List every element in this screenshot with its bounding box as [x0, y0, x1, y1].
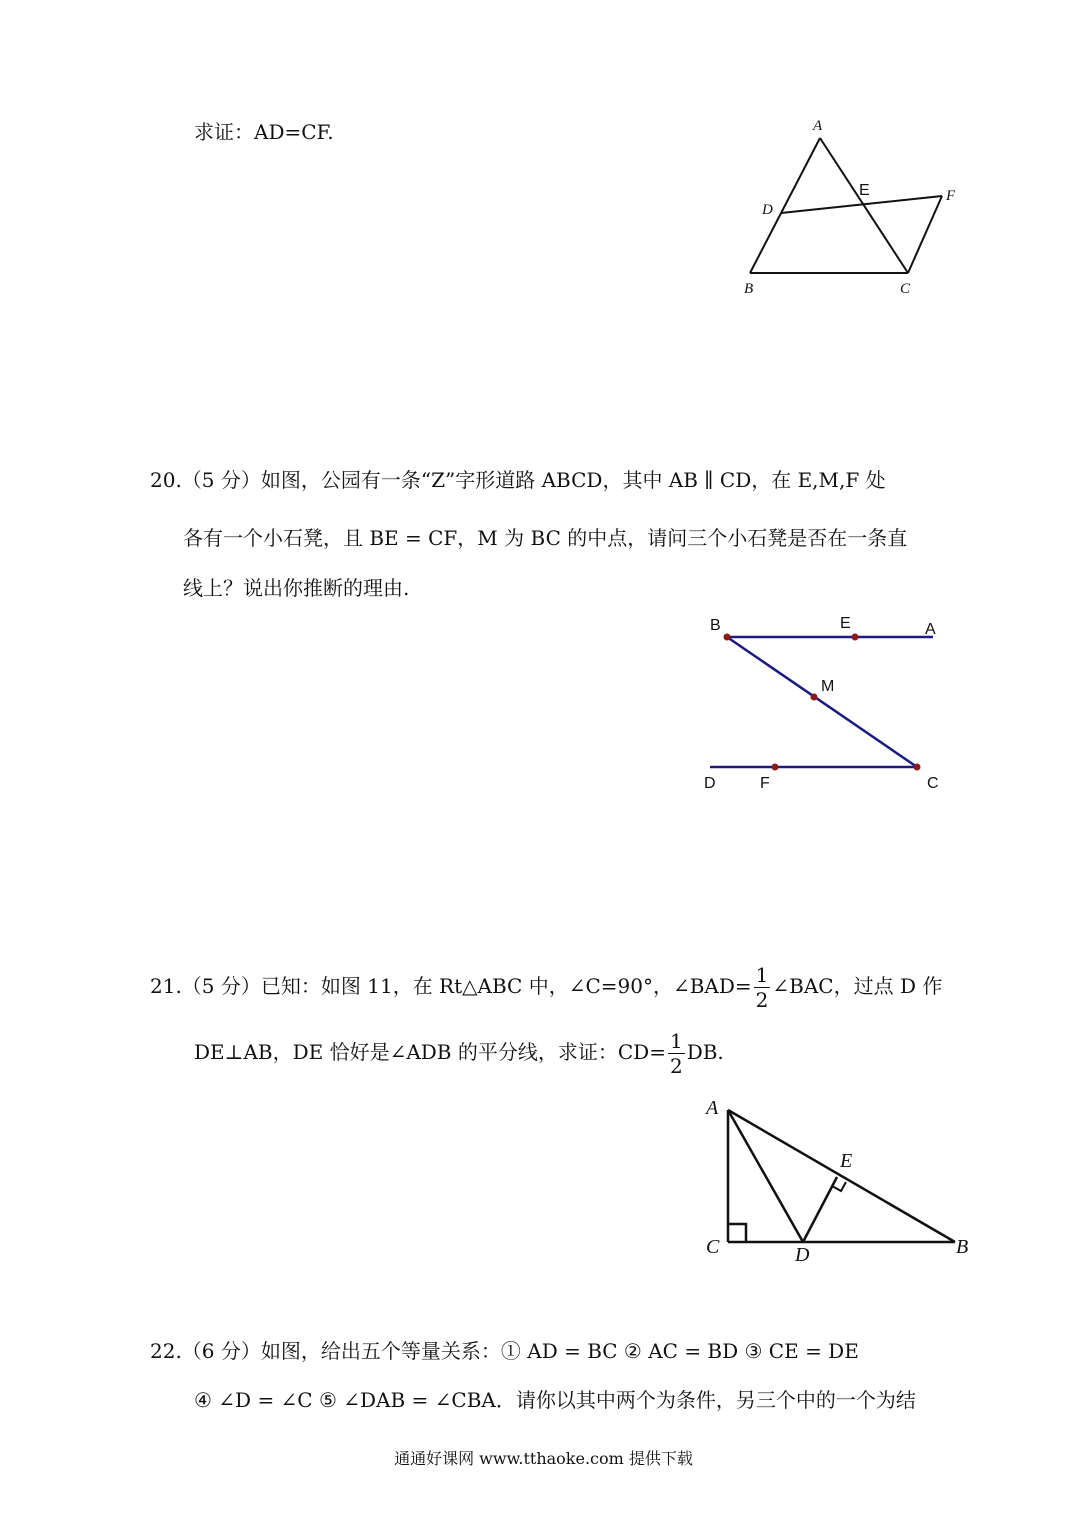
- fraction-one-half: [754, 963, 771, 1012]
- segment-ac: [820, 138, 908, 273]
- q20-line3: 线上？说出你推断的理由.: [183, 576, 410, 600]
- fraction-numerator: 1: [669, 1029, 683, 1053]
- q21-line2-part-a: DE⊥AB，DE 恰好是∠ADB 的平分线，求证：CD=: [194, 1040, 666, 1064]
- q21-line1-part-b: ∠BAC，过点 D 作: [772, 974, 943, 998]
- q20-line2: 各有一个小石凳，且 BE = CF，M 为 BC 的中点，请问三个小石凳是否在一条直: [183, 526, 908, 550]
- label-c: C: [927, 775, 939, 792]
- q22-line1: 22.（6 分）如图，给出五个等量关系：① AD = BC ② AC = BD ③ CE = DE: [150, 1339, 859, 1363]
- fraction-denominator: 2: [669, 1054, 683, 1078]
- fraction-one-half: [668, 1029, 685, 1078]
- q20-line1: 20.（5 分）如图，公园有一条“Z”字形道路 ABCD，其中 AB ∥ CD，在 E,M,F 处: [150, 468, 886, 492]
- q21-line2: [194, 1028, 724, 1078]
- label-a: A: [706, 1097, 719, 1119]
- label-f: F: [760, 775, 770, 792]
- fraction-denominator: 2: [755, 988, 769, 1012]
- figure-z-road: [695, 612, 955, 802]
- label-f: F: [946, 188, 956, 204]
- point-e: [852, 634, 859, 641]
- q21-line2-part-b: DB.: [686, 1040, 724, 1064]
- segment-ab: [750, 138, 820, 273]
- page-footer: 通通好课网 www.tthaoke.com 提供下载: [394, 1449, 693, 1468]
- label-d: D: [704, 775, 716, 792]
- fraction-numerator: 1: [755, 963, 769, 987]
- segment-ab: [728, 1110, 955, 1242]
- label-e: E: [859, 182, 870, 199]
- label-b: B: [710, 617, 721, 634]
- label-a: A: [925, 621, 936, 638]
- label-e: E: [840, 1150, 853, 1172]
- point-m: [811, 694, 818, 701]
- point-f: [772, 764, 779, 771]
- label-d: D: [762, 202, 773, 218]
- point-c: [914, 764, 921, 771]
- label-b: B: [744, 281, 754, 297]
- label-b: B: [956, 1236, 969, 1258]
- segment-ad: [728, 1110, 803, 1242]
- figure-right-triangle: [700, 1095, 980, 1275]
- label-d: D: [795, 1244, 810, 1266]
- figure-triangle-abc-def: [730, 110, 970, 310]
- road-bc: [727, 637, 917, 767]
- label-m: M: [821, 678, 835, 695]
- right-angle-c: [728, 1224, 746, 1242]
- label-a: A: [813, 118, 823, 134]
- q22-line2: ④ ∠D = ∠C ⑤ ∠DAB = ∠CBA．请你以其中两个为条件，另三个中的一个为结: [194, 1388, 916, 1412]
- segment-fc: [908, 196, 942, 273]
- q21-line1: [150, 962, 942, 1012]
- point-b: [724, 634, 731, 641]
- label-c: C: [706, 1236, 720, 1258]
- q21-line1-part-a: 21.（5 分）已知：如图 11，在 Rt△ABC 中，∠C=90°，∠BAD=: [150, 974, 752, 998]
- label-e: E: [840, 615, 851, 632]
- q19-prove-text: 求证：AD=CF.: [194, 120, 334, 144]
- label-c: C: [900, 281, 911, 297]
